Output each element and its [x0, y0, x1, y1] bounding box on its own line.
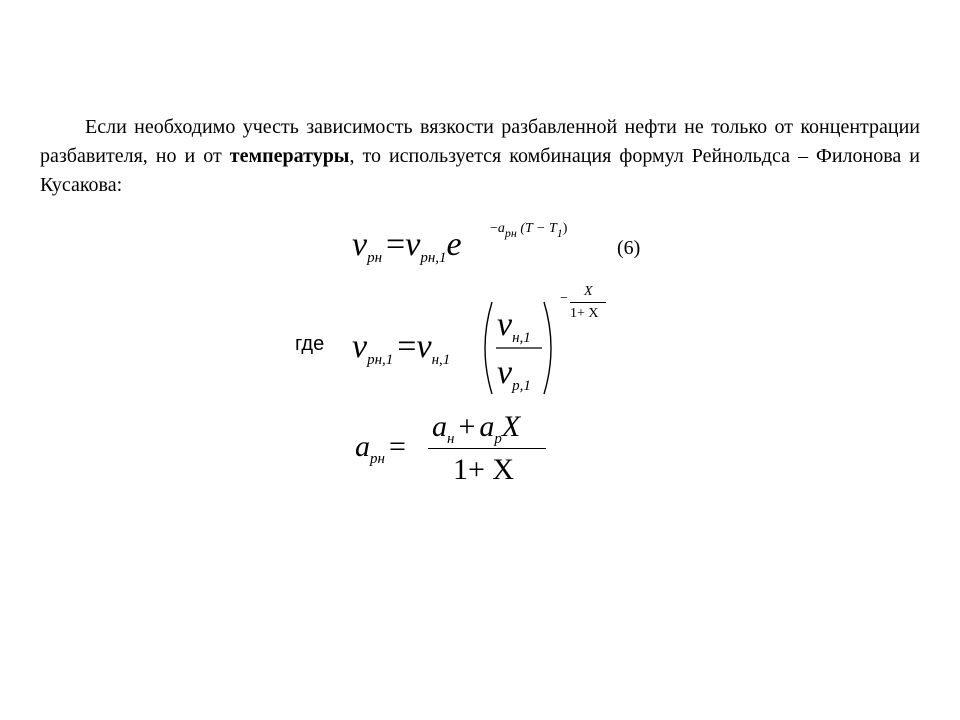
formula6-base: e	[446, 226, 462, 263]
intro-text-bold: температуры	[229, 145, 350, 167]
formula-nu-rhs-sub: н,1	[431, 352, 451, 368]
formula6-equals: =	[386, 226, 406, 263]
formula-nu-frac-num-sub: н,1	[512, 330, 531, 346]
where-label: где	[295, 333, 325, 355]
formula-a-lhs-symbol: a	[355, 430, 370, 463]
formula-nu-frac-num-symbol: ν	[497, 306, 513, 343]
formula-a-denominator: 1+ X	[453, 453, 515, 486]
formula-nu-frac-den-symbol: ν	[497, 354, 513, 391]
formula6-exp-paren-sub: 1	[556, 226, 563, 240]
formula-nu-power-den: 1+ X	[570, 306, 599, 321]
formula6-exp-a: a	[497, 221, 505, 236]
formula-nu-rhs-symbol: ν	[416, 328, 432, 365]
formula-nu-power-num: X	[584, 284, 593, 299]
formula6-exp-a-sub: рн	[504, 226, 517, 240]
intro-paragraph	[40, 113, 920, 200]
formula6-number: (6)	[617, 237, 641, 259]
formula6-exp-close: )	[562, 221, 568, 236]
formula6-exp-minus: −	[490, 221, 498, 236]
formula-nu-power-minus: −	[560, 291, 568, 306]
formula-a-numerator: aн + aрX	[432, 410, 521, 447]
formula-a-fraction-line	[428, 448, 546, 449]
formula-nu-equals: =	[397, 328, 417, 365]
formula-nu-lhs-sub: рн,1	[367, 352, 394, 368]
formula-nu-frac-den-sub: р,1	[512, 378, 531, 394]
formula-a-lhs-sub: рн	[370, 451, 385, 467]
formula6-rhs-symbol: ν	[405, 226, 421, 263]
formula-a-equals: =	[388, 430, 406, 463]
formula6-lhs-symbol: ν	[352, 226, 368, 263]
formula6-exp-paren: (T − T	[520, 221, 557, 236]
formula6-rhs-sub: рн,1	[420, 250, 447, 266]
formula6-exponent	[490, 221, 568, 240]
formula6-lhs-sub: рн	[367, 250, 383, 266]
intro-text-part2: , то используется комбинация формул Рейнольдса – Филонова и Кусакова:	[40, 145, 921, 196]
intro-text-part1: Если необходимо учесть зависимость вязкости разбавленной нефти не только от концентрации разбавителя, но и от	[40, 116, 920, 167]
formula-nu-lhs-symbol: ν	[352, 328, 368, 365]
